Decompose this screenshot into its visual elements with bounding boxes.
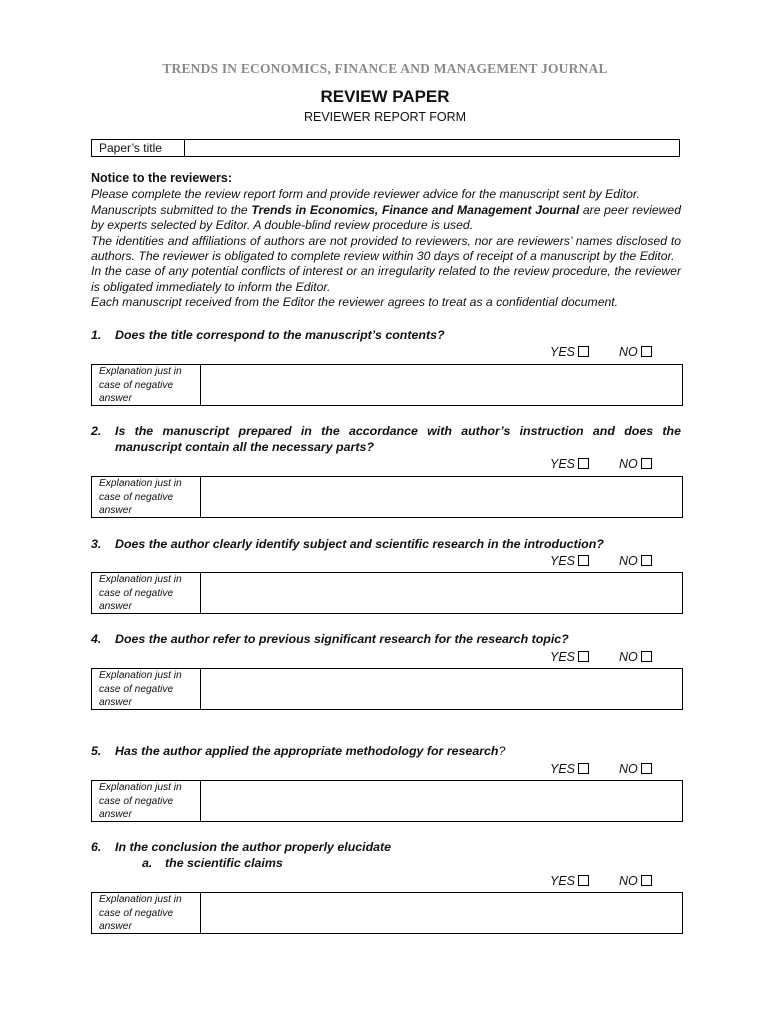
notice-line-4: In the case of any potential conflicts of interest or an irregularity related to the review procedure, the reviewer is obligated immediately to inform the Editor. [91, 264, 681, 294]
question-text: Does the author clearly identify subject and scientific research in the introduction? [115, 537, 604, 551]
no-checkbox[interactable] [641, 875, 652, 886]
question-suffix: ? [498, 744, 506, 758]
no-option[interactable] [619, 345, 652, 359]
yes-label: YES [550, 650, 576, 664]
yes-label: YES [550, 762, 576, 776]
no-checkbox[interactable] [641, 651, 652, 662]
explanation-field[interactable] [201, 573, 682, 613]
yes-checkbox[interactable] [578, 458, 589, 469]
yes-checkbox[interactable] [578, 651, 589, 662]
question-text: Does the author refer to previous significant research for the research topic? [115, 632, 569, 646]
yes-option[interactable] [550, 650, 589, 664]
explanation-row-1 [91, 364, 683, 406]
question-6 [91, 839, 681, 855]
notice-section [91, 171, 681, 311]
no-label: NO [619, 650, 638, 664]
notice-line-2 [91, 203, 681, 234]
notice-line-5: Each manuscript received from the Editor the reviewer agrees to treat as a confidential document. [91, 295, 619, 310]
no-option[interactable] [619, 650, 652, 664]
page-title: REVIEW PAPER [320, 87, 450, 106]
question-text: In the conclusion the author properly elucidate [115, 840, 392, 854]
question-text: Has the author applied the appropriate methodology for research [115, 744, 499, 758]
no-option[interactable] [619, 457, 652, 471]
explanation-field[interactable] [201, 781, 682, 821]
no-checkbox[interactable] [641, 555, 652, 566]
no-label: NO [619, 345, 638, 359]
explanation-row-2 [91, 476, 683, 518]
notice-heading: Notice to the reviewers: [91, 171, 233, 185]
question-2 [91, 423, 681, 455]
explanation-label: Explanation just in case of negative answer [92, 365, 201, 405]
notice-line-3: The identities and affiliations of authors are not provided to reviewers, nor are reviewers’ names disclosed to authors. The reviewer is obligated to complete review within 30 days of receipt of a manuscript by the Editor. [91, 233, 681, 264]
explanation-label: Explanation just in case of negative answer [92, 477, 201, 517]
question-3 [91, 536, 681, 552]
subitem-text: the scientific claims [165, 856, 283, 870]
question-6-subitem-a [142, 856, 283, 870]
question-number: 5. [91, 744, 102, 758]
no-label: NO [619, 874, 638, 888]
yes-label: YES [550, 874, 576, 888]
no-label: NO [619, 762, 638, 776]
paper-title-row [91, 139, 680, 157]
explanation-label: Explanation just in case of negative answer [92, 669, 201, 709]
journal-name-inline: Trends in Economics, Finance and Management Journal [251, 202, 580, 217]
yes-label: YES [550, 345, 576, 359]
yes-option[interactable] [550, 457, 589, 471]
no-option[interactable] [619, 554, 652, 568]
notice-line-1: Please complete the review report form and provide reviewer advice for the manuscript sent by Editor. [91, 187, 640, 202]
notice-line-2-start: Manuscripts submitted to the [91, 202, 252, 217]
no-option[interactable] [619, 762, 652, 776]
no-option[interactable] [619, 874, 652, 888]
question-text: Is the manuscript prepared in the accordance with author’s instruction and does the manuscript contain all the necessary parts? [115, 424, 681, 454]
yes-label: YES [550, 457, 576, 471]
yes-checkbox[interactable] [578, 763, 589, 774]
form-subtitle: REVIEWER REPORT FORM [303, 110, 467, 124]
no-checkbox[interactable] [641, 346, 652, 357]
yes-option[interactable] [550, 554, 589, 568]
paper-title-label: Paper’s title [92, 140, 185, 156]
explanation-row-5 [91, 780, 683, 822]
question-number: 2. [91, 424, 102, 438]
yes-label: YES [550, 554, 576, 568]
question-number: 4. [91, 632, 102, 646]
question-5 [91, 743, 681, 759]
explanation-label: Explanation just in case of negative answer [92, 573, 201, 613]
no-checkbox[interactable] [641, 458, 652, 469]
explanation-field[interactable] [201, 893, 682, 933]
subitem-letter: a. [142, 856, 153, 870]
explanation-label: Explanation just in case of negative answer [92, 781, 201, 821]
question-number: 3. [91, 537, 102, 551]
explanation-row-3 [91, 572, 683, 614]
explanation-row-4 [91, 668, 683, 710]
explanation-label: Explanation just in case of negative answer [92, 893, 201, 933]
yes-option[interactable] [550, 874, 589, 888]
notice-line-2-end: are peer reviewed by experts selected by Editor. A double-blind review procedure is used. [91, 202, 681, 233]
explanation-field[interactable] [201, 477, 682, 517]
question-text: Does the title correspond to the manuscript’s contents? [115, 328, 445, 342]
yes-checkbox[interactable] [578, 875, 589, 886]
paper-title-field[interactable] [185, 140, 679, 156]
journal-name: TRENDS IN ECONOMICS, FINANCE AND MANAGEMENT JOURNAL [162, 61, 608, 76]
yes-option[interactable] [550, 345, 589, 359]
explanation-field[interactable] [201, 669, 682, 709]
question-1 [91, 327, 681, 343]
question-4 [91, 631, 681, 647]
yes-option[interactable] [550, 762, 589, 776]
yes-checkbox[interactable] [578, 555, 589, 566]
explanation-field[interactable] [201, 365, 682, 405]
no-label: NO [619, 457, 638, 471]
question-number: 1. [91, 328, 102, 342]
explanation-row-6 [91, 892, 683, 934]
question-number: 6. [91, 840, 102, 854]
yes-checkbox[interactable] [578, 346, 589, 357]
no-label: NO [619, 554, 638, 568]
no-checkbox[interactable] [641, 763, 652, 774]
